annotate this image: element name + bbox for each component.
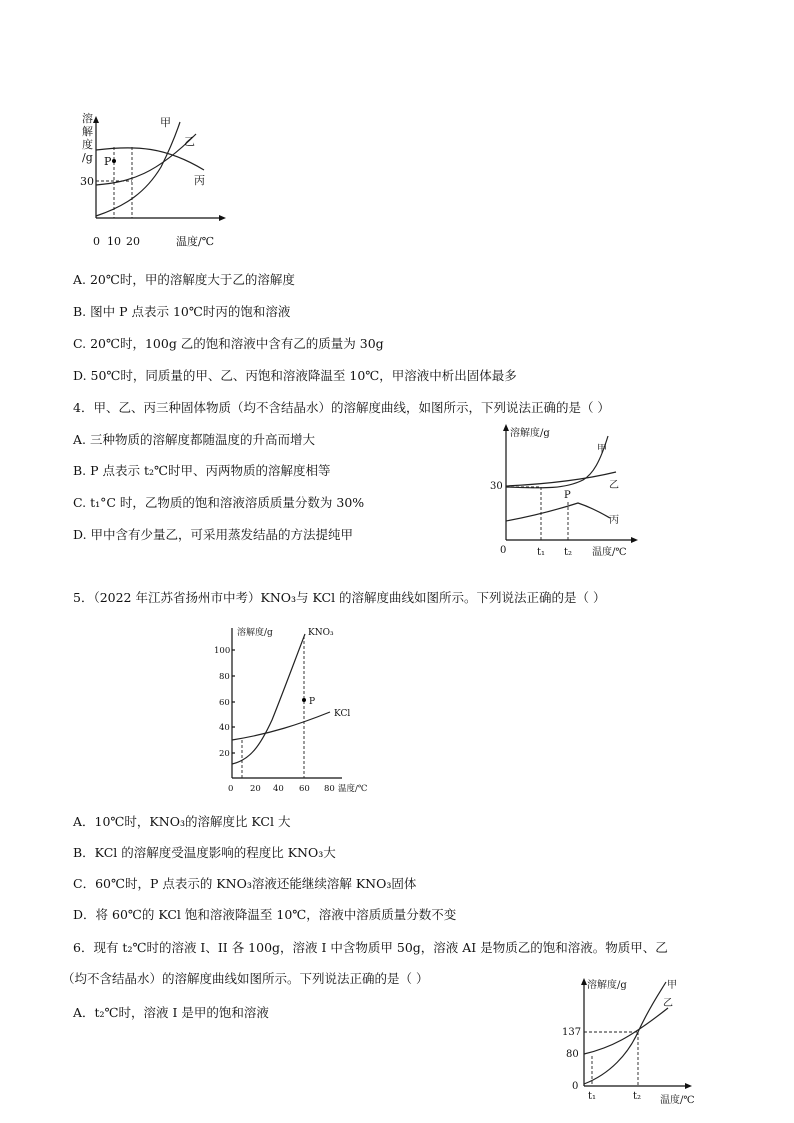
q5-option-c: C．60℃时，P 点表示的 KNO₃溶液还能继续溶解 KNO₃固体 xyxy=(73,876,417,891)
q4-option-a: A. 三种物质的溶解度都随温度的升高而增大 xyxy=(73,432,315,447)
q4-label-t2: t₂ xyxy=(564,547,573,558)
q3-solubility-graph xyxy=(76,112,236,252)
q4-curve-bing xyxy=(506,503,610,521)
q3-tick-10: 10 xyxy=(107,235,121,248)
q3-tick-20: 20 xyxy=(126,235,140,248)
q3-ylabel-char: 溶 xyxy=(82,112,93,125)
q5-ylabel: 溶解度/g xyxy=(237,628,273,638)
q5-xtick-40: 40 xyxy=(273,784,284,794)
q3-option-d: D. 50℃时，同质量的甲、乙、丙饱和溶液降温至 10℃，甲溶液中析出固体最多 xyxy=(73,368,517,383)
q4-label-t1: t₁ xyxy=(537,547,546,558)
q4-stem: 4．甲、乙、丙三种固体物质（均不含结晶水）的溶解度曲线，如图所示，下列说法正确的是（ ） xyxy=(73,400,610,415)
q6-label-80: 80 xyxy=(566,1049,579,1060)
q6-option-a: A．t₂℃时，溶液 I 是甲的饱和溶液 xyxy=(73,1005,269,1020)
q4-option-c: C. t₁°C 时，乙物质的饱和溶液溶质质量分数为 30% xyxy=(73,495,365,510)
q3-option-a: A. 20℃时，甲的溶解度大于乙的溶解度 xyxy=(73,272,295,287)
q4-curve-yi xyxy=(506,472,616,486)
q3-label-p: P xyxy=(104,155,112,168)
q5-curve-kno3 xyxy=(232,634,305,764)
q3-tick-0: 0 xyxy=(93,235,100,248)
q5-point-p xyxy=(302,698,306,702)
q5-ytick-60: 60 xyxy=(219,698,230,708)
q3-label-yi: 乙 xyxy=(184,135,195,148)
q6-label-t2: t₂ xyxy=(633,1091,642,1102)
q5-option-b: B．KCl 的溶解度受温度影响的程度比 KNO₃大 xyxy=(73,845,336,860)
q5-ytick-80: 80 xyxy=(219,672,230,682)
q4-option-d: D. 甲中含有少量乙，可采用蒸发结晶的方法提纯甲 xyxy=(73,527,354,542)
q3-point-p xyxy=(112,159,116,163)
q3-curve-jia xyxy=(96,122,180,216)
q4-curve-jia xyxy=(506,436,608,488)
q4-label-origin: 0 xyxy=(500,545,507,556)
q6-stem-line1: 6．现有 t₂℃时的溶液 I、II 各 100g，溶液 I 中含物质甲 50g，溶液 AI 是物质乙的饱和溶液。物质甲、乙 xyxy=(73,940,668,955)
q6-curve-jia xyxy=(584,982,666,1084)
q5-xlabel: 温度/℃ xyxy=(338,784,368,794)
q3-x-arrow xyxy=(219,215,226,221)
q4-solubility-graph xyxy=(488,422,648,562)
q5-xtick-0: 0 xyxy=(228,784,234,794)
q5-xtick-20: 20 xyxy=(250,784,261,794)
q5-stem: 5．（2022 年江苏省扬州市中考）KNO₃与 KCl 的溶解度曲线如图所示。下列说法正确的是（ ） xyxy=(73,590,606,605)
q4-label-p: P xyxy=(564,490,571,501)
q4-x-arrow xyxy=(631,537,638,543)
q6-label-137: 137 xyxy=(562,1027,582,1038)
q6-label-t1: t₁ xyxy=(588,1091,597,1102)
q5-ytick-40: 40 xyxy=(219,723,230,733)
q5-option-a: A．10℃时，KNO₃的溶解度比 KCl 大 xyxy=(73,814,291,829)
q4-label-bing: 丙 xyxy=(609,515,619,526)
q5-solubility-graph xyxy=(210,624,380,802)
q6-label-yi: 乙 xyxy=(663,998,673,1009)
q6-ylabel: 溶解度/g xyxy=(587,980,627,991)
q6-label-origin: 0 xyxy=(572,1081,579,1092)
q4-y-arrow xyxy=(503,424,509,431)
q3-label-jia: 甲 xyxy=(160,116,171,129)
q4-label-30: 30 xyxy=(490,481,503,492)
q3-xlabel: 温度/℃ xyxy=(176,235,215,248)
q4-ylabel: 溶解度/g xyxy=(510,428,550,439)
q3-label-30: 30 xyxy=(80,175,94,188)
q5-option-d: D．将 60℃的 KCl 饱和溶液降温至 10℃，溶液中溶质质量分数不变 xyxy=(73,907,457,922)
q5-curve-kcl xyxy=(232,712,330,740)
q6-curve-yi xyxy=(584,1008,668,1054)
q3-ylabel-char: 解 xyxy=(82,125,93,138)
q5-label-p: P xyxy=(309,697,316,707)
q5-ytick-100: 100 xyxy=(214,646,231,656)
q3-ylabel-char: 度 xyxy=(82,138,93,151)
q4-option-b: B. P 点表示 t₂℃时甲、丙两物质的溶解度相等 xyxy=(73,463,331,478)
q6-stem-line2: （均不含结晶水）的溶解度曲线如图所示。下列说法正确的是（ ） xyxy=(62,971,429,986)
q3-y-arrow xyxy=(93,116,99,123)
q3-curve-bing xyxy=(96,148,204,170)
q5-ytick-20: 20 xyxy=(219,749,230,759)
q3-label-bing: 丙 xyxy=(194,174,205,187)
q5-label-kno3: KNO₃ xyxy=(308,628,334,638)
q6-xlabel: 温度/℃ xyxy=(660,1095,695,1106)
q6-label-jia: 甲 xyxy=(667,980,677,991)
q5-xtick-60: 60 xyxy=(299,784,310,794)
q6-x-arrow xyxy=(685,1083,692,1089)
q5-xtick-80: 80 xyxy=(324,784,335,794)
q3-option-b: B. 图中 P 点表示 10℃时丙的饱和溶液 xyxy=(73,304,291,319)
q5-label-kcl: KCl xyxy=(334,709,351,719)
q3-option-c: C. 20℃时，100g 乙的饱和溶液中含有乙的质量为 30g xyxy=(73,336,384,351)
q6-solubility-graph xyxy=(560,976,710,1111)
q4-label-yi: 乙 xyxy=(609,480,619,491)
q4-xlabel: 温度/℃ xyxy=(592,547,627,558)
q3-ylabel-char: /g xyxy=(82,151,93,164)
q4-label-jia: 甲 xyxy=(597,444,607,455)
